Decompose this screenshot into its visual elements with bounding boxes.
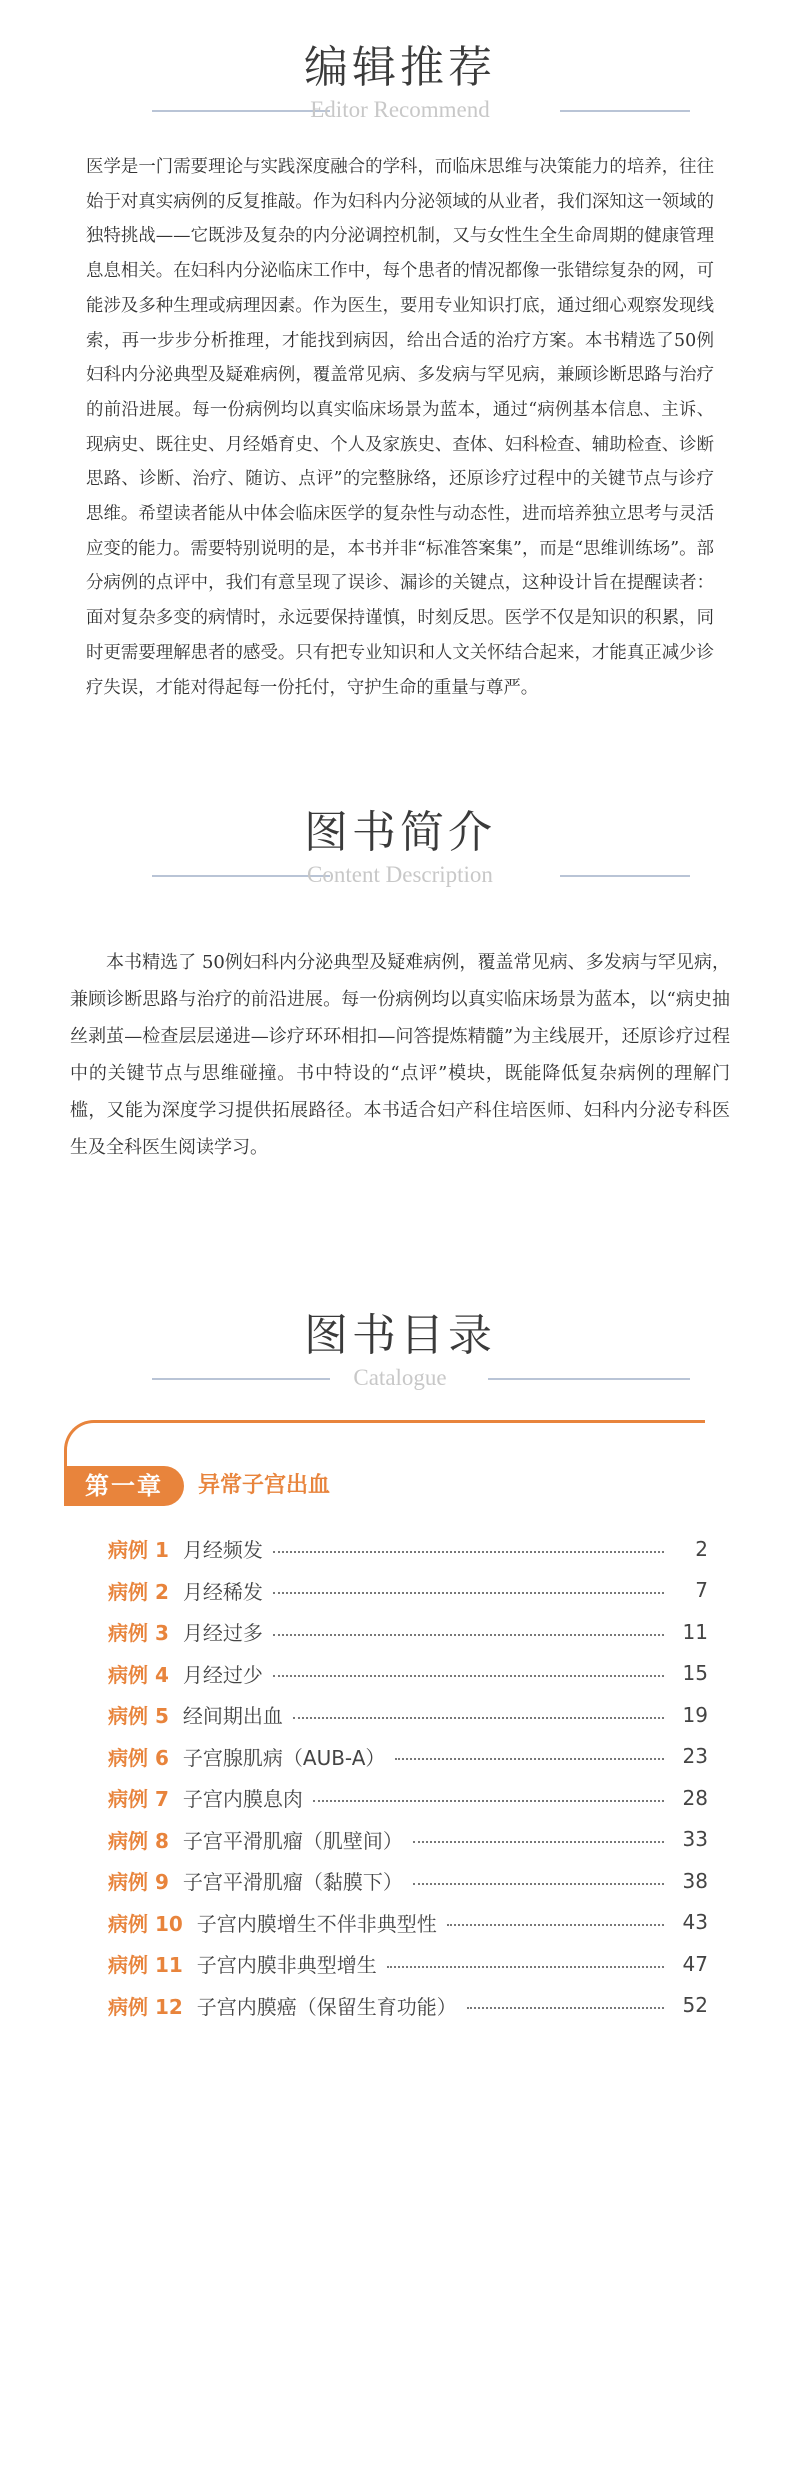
page-number: 38 bbox=[682, 1868, 708, 1893]
page-number: 19 bbox=[682, 1702, 708, 1727]
toc-row bbox=[108, 1736, 708, 1778]
case-number: 病例 9 bbox=[108, 1870, 169, 1895]
case-title: 月经过多 bbox=[182, 1621, 263, 1646]
case-title: 子宫内膜非典型增生 bbox=[196, 1953, 377, 1978]
dot-leader bbox=[273, 1551, 664, 1553]
catalogue-heading-title: 图书目录 bbox=[304, 1310, 496, 1361]
dot-leader bbox=[413, 1883, 664, 1885]
case-title: 子宫内膜息肉 bbox=[182, 1787, 303, 1812]
case-title: 子宫内膜增生不伴非典型性 bbox=[196, 1911, 437, 1936]
toc-row bbox=[108, 1902, 708, 1944]
editor-heading-title: 编辑推荐 bbox=[304, 42, 496, 93]
catalogue-heading-subtitle: Catalogue bbox=[353, 1365, 447, 1390]
dot-leader bbox=[273, 1675, 664, 1677]
chapter-badge: 第一章 bbox=[64, 1466, 184, 1506]
case-number: 病例 12 bbox=[108, 1994, 183, 2019]
dot-leader bbox=[313, 1800, 664, 1802]
toc-row bbox=[108, 1653, 708, 1695]
editor-heading-subtitle: Editor Recommend bbox=[310, 97, 490, 122]
toc-row bbox=[108, 1860, 708, 1902]
intro-heading-subtitle: Content Description bbox=[307, 862, 493, 887]
toc-row bbox=[108, 1943, 708, 1985]
dot-leader bbox=[413, 1841, 664, 1843]
toc-row bbox=[108, 1694, 708, 1736]
toc-row bbox=[108, 1528, 708, 1570]
case-number: 病例 11 bbox=[108, 1953, 183, 1978]
page-number: 11 bbox=[682, 1619, 708, 1644]
case-number: 病例 2 bbox=[108, 1579, 169, 1604]
dot-leader bbox=[273, 1592, 664, 1594]
case-number: 病例 6 bbox=[108, 1745, 169, 1770]
case-title: 月经频发 bbox=[182, 1538, 263, 1563]
case-title: 经间期出血 bbox=[182, 1704, 283, 1729]
dot-leader bbox=[387, 1966, 664, 1968]
toc-row bbox=[108, 1611, 708, 1653]
intro-heading-title: 图书简介 bbox=[304, 807, 496, 858]
case-number: 病例 3 bbox=[108, 1621, 169, 1646]
page-number: 2 bbox=[695, 1536, 708, 1561]
case-number: 病例 8 bbox=[108, 1828, 169, 1853]
dot-leader bbox=[273, 1634, 664, 1636]
page-number: 23 bbox=[682, 1744, 708, 1769]
case-title: 月经过少 bbox=[182, 1662, 263, 1687]
dot-leader bbox=[293, 1717, 664, 1719]
page-number: 52 bbox=[682, 1993, 708, 2018]
page-number: 33 bbox=[682, 1827, 708, 1852]
dot-leader bbox=[395, 1758, 664, 1760]
intro-heading bbox=[0, 805, 800, 895]
page-number: 7 bbox=[695, 1578, 708, 1603]
case-title: 子宫内膜癌（保留生育功能） bbox=[196, 1994, 457, 2019]
case-title: 子宫平滑肌瘤（黏膜下） bbox=[182, 1870, 403, 1895]
catalogue-heading bbox=[0, 1308, 800, 1398]
dot-leader bbox=[447, 1924, 664, 1926]
toc-row bbox=[108, 1819, 708, 1861]
page-number: 47 bbox=[682, 1951, 708, 1976]
table-of-contents bbox=[108, 1528, 708, 2026]
dot-leader bbox=[467, 2007, 664, 2009]
editor-heading bbox=[0, 40, 800, 130]
page-number: 15 bbox=[682, 1661, 708, 1686]
case-number: 病例 10 bbox=[108, 1911, 183, 1936]
chapter-title: 异常子宫出血 bbox=[198, 1473, 331, 1498]
toc-row bbox=[108, 1777, 708, 1819]
editor-recommend-text: 医学是一门需要理论与实践深度融合的学科，而临床思维与决策能力的培养，往往始于对真实病例的反复推敲。作为妇科内分泌领域的从业者，我们深知这一领域的独特挑战——它既涉及复杂的内分泌调控机制，又与女性生全生命周期的健康管理息息相关。在妇科内分泌临床工作中，每个患者的情况都像一张错综复杂的网，可能涉及多种生理或病理因素。作为医生，要用专业知识打底，通过细心观察发现线索，再一步步分析推理，才能找到病因，给出合适的治疗方案。本书精选了50例妇科内分泌典型及疑难病例，覆盖常见病、多发病与罕见病，兼顾诊断思路与治疗的前沿进展。每一份病例均以真实临床场景为蓝本，通过“病例基本信息、主诉、现病史、既往史、月经婚育史、个人及家族史、查体、妇科检查、辅助检查、诊断思路、诊断、治疗、随访、点评”的完整脉络，还原诊疗过程中的关键节点与诊疗思维。希望读者能从中体会临床医学的复杂性与动态性，进而培养独立思考与灵活应变的能力。需要特别说明的是，本书并非“标准答案集”，而是“思维训练场”。部分病例的点评中，我们有意呈现了误诊、漏诊的关键点，这种设计旨在提醒读者：面对复杂多变的病情时，永远要保持谨慎，时刻反思。医学不仅是知识的积累，同时更需要理解患者的感受。只有把专业知识和人文关怀结合起来，才能真正减少诊疗失误，才能对得起每一份托付，守护生命的重量与尊严。 bbox=[86, 157, 714, 698]
content-description-text: 本书精选了 50例妇科内分泌典型及疑难病例，覆盖常见病、多发病与罕见病，兼顾诊断思路与治疗的前沿进展。每一份病例均以真实临床场景为蓝本，以“病史抽丝剥茧—检查层层递进—诊疗环环相扣—问答提炼精髓”为主线展开，还原诊疗过程中的关键节点与思维碰撞。书中特设的“点评”模块，既能降低复杂病例的理解门槛，又能为深度学习提供拓展路径。本书适合妇产科住培医师、妇科内分泌专科医生及全科医生阅读学习。 bbox=[70, 952, 730, 1158]
case-title: 月经稀发 bbox=[182, 1579, 263, 1604]
toc-row bbox=[108, 1570, 708, 1612]
case-number: 病例 7 bbox=[108, 1787, 169, 1812]
case-number: 病例 4 bbox=[108, 1662, 169, 1687]
case-number: 病例 1 bbox=[108, 1538, 169, 1563]
case-title: 子宫腺肌病（AUB-A） bbox=[182, 1745, 386, 1770]
case-title: 子宫平滑肌瘤（肌壁间） bbox=[182, 1828, 403, 1853]
page-number: 28 bbox=[682, 1785, 708, 1810]
toc-row bbox=[108, 1985, 708, 2027]
page-number: 43 bbox=[682, 1910, 708, 1935]
case-number: 病例 5 bbox=[108, 1704, 169, 1729]
